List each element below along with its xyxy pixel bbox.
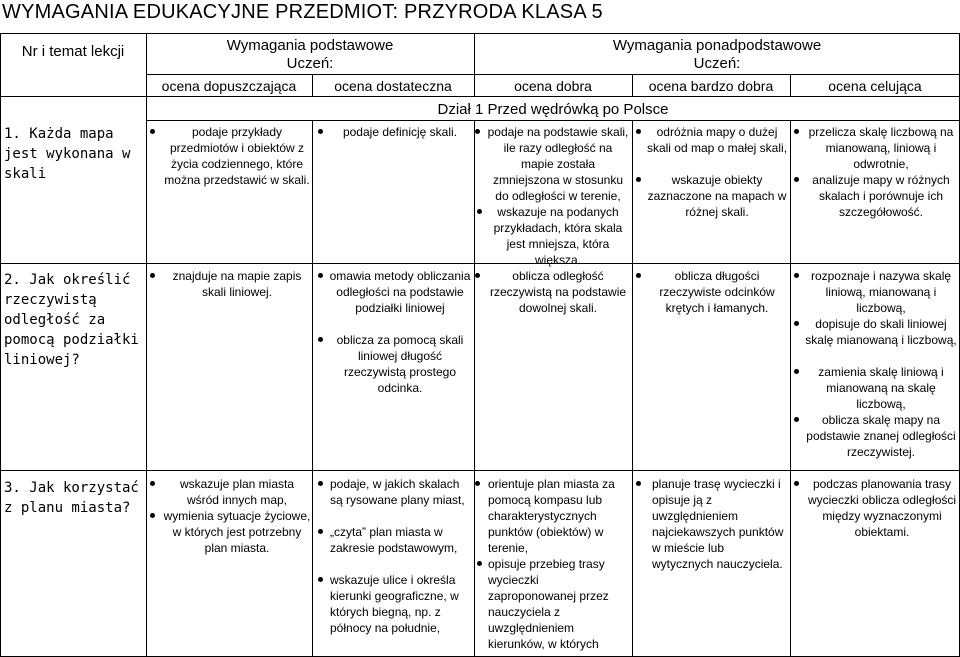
grade-row-top-border	[146, 74, 960, 75]
bullet-icon	[475, 481, 480, 486]
requirement-item: podaje, w jakich skalach są rysowane plany miast,	[330, 477, 465, 507]
requirement-item: znajduje na mapie zapis skali liniowej.	[172, 269, 302, 299]
bullet-icon	[475, 129, 480, 134]
requirement-item: podaje na podstawie skali, ile razy odległość na mapie została zmniejszona w stosunku do odległości w terenie,	[487, 125, 629, 203]
bullet-icon	[794, 481, 799, 486]
header-bottom-border	[0, 96, 960, 97]
requirement-item: przelicza skalę liczbową na mianowaną, liniową i odwrotnie,	[808, 125, 954, 171]
bullet-icon	[318, 273, 323, 278]
requirement-item: rozpoznaje i nazywa skalę liniową, mianowaną i liczbową,	[810, 269, 952, 315]
bullet-icon	[475, 273, 480, 278]
bullet-icon	[636, 177, 641, 182]
bullet-icon	[794, 177, 799, 182]
requirement-item: podaje przykłady przedmiotów i obiektów z życia codziennego, które można przedstawić w skali.	[164, 125, 310, 187]
col-divider-1	[312, 120, 313, 657]
col-divider-3	[632, 120, 633, 657]
lesson-title-1: 1. Każda mapa jest wykonana w skali	[4, 126, 131, 182]
advanced-student-label: Uczeń:	[693, 55, 741, 72]
requirement-item: wskazuje obiekty zaznaczone na mapach w różnej skali.	[647, 173, 787, 219]
grade-header-3: ocena dobra	[514, 78, 592, 94]
requirement-item: wskazuje ulice i określa kierunki geograficzne, w których biegną, np. z północy na południe,	[330, 573, 459, 635]
grade-header-1: ocena dopuszczająca	[161, 78, 297, 94]
bullet-icon	[636, 273, 641, 278]
bullet-icon	[477, 561, 482, 566]
requirement-item: wskazuje na podanych przykładach, która skala jest mniejsza, która większa.	[493, 205, 623, 267]
bullet-icon	[794, 321, 799, 326]
bullet-icon	[477, 209, 482, 214]
requirement-item: podaje definicję skali.	[342, 125, 458, 139]
lesson-column-header: Nr i temat lekcji	[21, 43, 125, 60]
basic-requirements-header: Wymagania podstawowe	[226, 37, 394, 54]
requirement-item: omawia metody obliczania odległości na podstawie podziałki liniowej	[329, 269, 471, 315]
advanced-requirements-header: Wymagania ponadpodstawowe	[612, 37, 822, 54]
requirement-item: odróżnia mapy o dużej skali od map o małej skali,	[646, 125, 788, 155]
bullet-icon	[318, 337, 323, 342]
requirement-item: wymienia sytuacje życiowe, w których jest potrzebny plan miasta.	[163, 509, 311, 555]
lesson-col-border	[146, 33, 147, 657]
requirement-item: planuje trasę wycieczki i opisuje ją z uwzględnieniem najciekawszych punktów w mieście lub wytycznych nauczyciela.	[652, 477, 784, 571]
requirement-item: dopisuje do skali liniowej skalę mianowaną i liczbową,	[805, 317, 957, 347]
bullet-icon	[794, 369, 799, 374]
requirement-item: oblicza skalę mapy na podstawie znanej odległości rzeczywistej.	[806, 413, 956, 459]
requirement-item: oblicza za pomocą skali liniowej długość rzeczywistą prostego odcinka.	[336, 333, 464, 395]
bullet-icon	[794, 417, 799, 422]
section-bottom-border	[146, 120, 960, 121]
requirement-item: orientuje plan miasta za pomocą kompasu lub charakterystycznych punktów (obiektów) w terenie,	[488, 477, 615, 555]
requirement-item: wskazuje plan miasta wśród innych map,	[179, 477, 295, 507]
grade-header-2: ocena dostateczna	[334, 78, 452, 94]
bullet-icon	[794, 273, 799, 278]
bullet-icon	[150, 481, 155, 486]
bullet-icon	[150, 129, 155, 134]
col-divider-2	[474, 120, 475, 657]
table-left-border	[0, 33, 1, 657]
bullet-icon	[318, 129, 323, 134]
lesson-title-3: 3. Jak korzystać z planu miasta?	[4, 480, 139, 516]
bullet-icon	[150, 273, 155, 278]
requirement-item: oblicza odległość rzeczywistą na podstawie dowolnej skali.	[489, 269, 627, 315]
bullet-icon	[150, 513, 155, 518]
requirement-item: „czyta” plan miasta w zakresie podstawowym,	[330, 525, 458, 555]
grade-header-4: ocena bardzo dobra	[648, 78, 774, 94]
bullet-icon	[318, 481, 323, 486]
requirement-item: opisuje przebieg trasy wycieczki zaproponowanej przez nauczyciela z uwzględnieniem kierunków, w których	[488, 557, 609, 651]
bullet-icon	[794, 129, 799, 134]
table-top-border	[0, 33, 960, 34]
requirement-item: oblicza długości rzeczywiste odcinków krętych i łamanych.	[659, 269, 775, 315]
requirement-item: podczas planowania trasy wycieczki oblicza odległości między wyznaczonymi obiektami.	[807, 477, 957, 539]
bullet-icon	[636, 129, 641, 134]
page-title: WYMAGANIA EDUKACYJNE PRZEDMIOT: PRZYRODA KLASA 5	[2, 1, 603, 23]
grade-header-5: ocena celująca	[828, 78, 922, 94]
requirement-item: zamienia skalę liniową i mianowaną na skalę liczbową,	[818, 365, 944, 411]
section-title: Dział 1 Przed wędrówką po Polsce	[437, 101, 669, 118]
basic-student-label: Uczeń:	[286, 55, 334, 72]
bullet-icon	[318, 529, 323, 534]
bullet-icon	[636, 481, 641, 486]
row2-bottom-border	[0, 470, 960, 471]
requirement-item: analizuje mapy w różnych skalach i porównuje ich szczegółowość.	[812, 173, 950, 219]
bullet-icon	[318, 577, 323, 582]
row1-bottom-border	[0, 263, 960, 264]
lesson-title-2: 2. Jak określić rzeczywistą odległość za pomocą podziałki liniowej?	[4, 272, 139, 368]
col-divider-4	[790, 120, 791, 657]
